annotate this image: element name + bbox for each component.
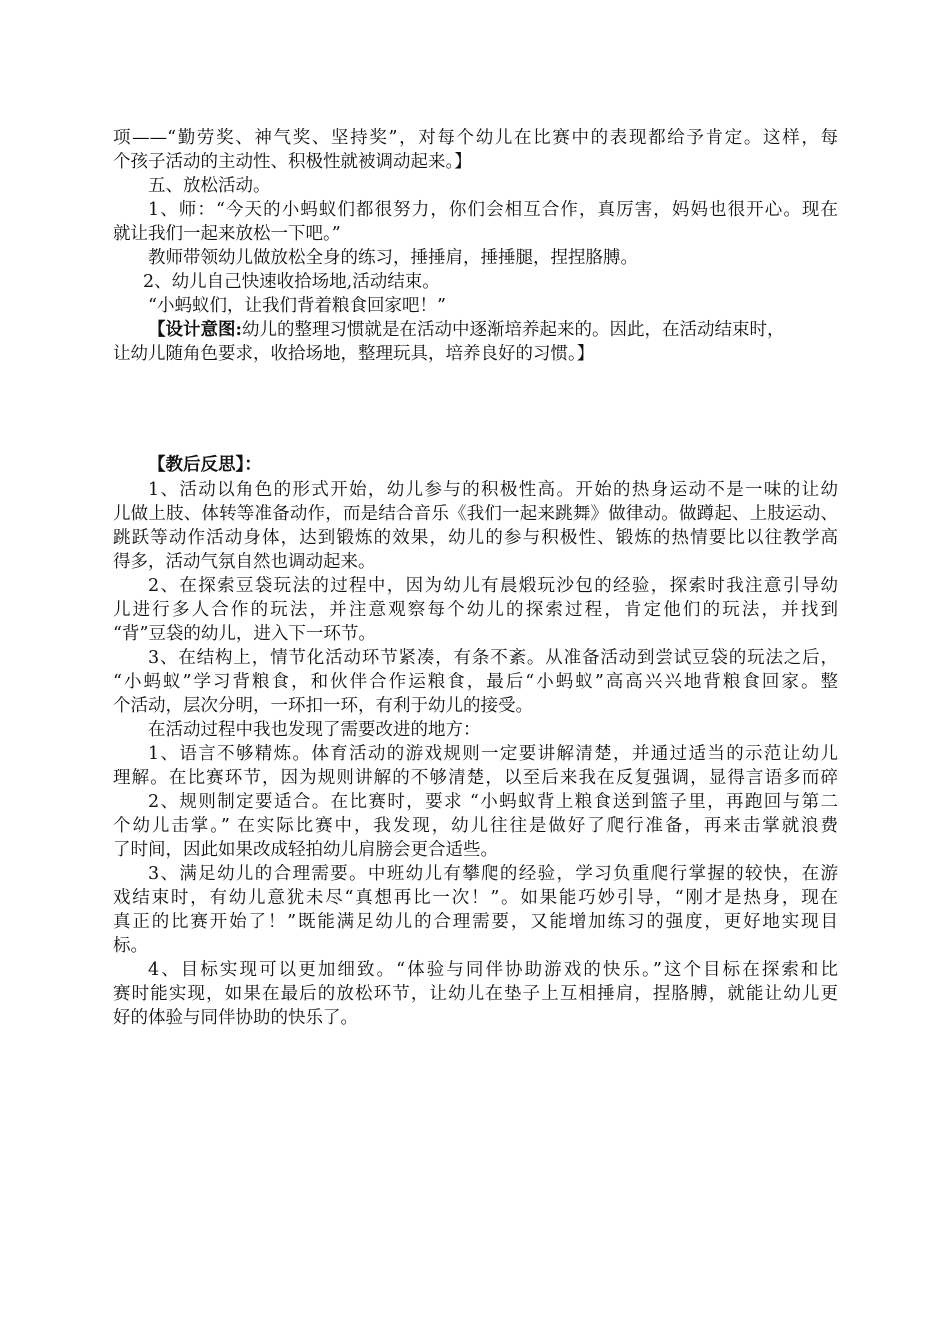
text-line: 个幼儿击掌。” 在实际比赛中，我发现，幼儿往往是做好了爬行准备，再来击掌就浪费: [113, 816, 838, 836]
text-line: 个活动，层次分明，一环扣一环，有利于幼儿的接受。: [113, 696, 533, 716]
text-line: 1、活动以角色的形式开始，幼儿参与的积极性高。开始的热身运动不是一味的让幼: [148, 480, 838, 500]
text-line: 3、在结构上，情节化活动环节紧凑，有条不紊。从准备活动到尝试豆袋的玩法之后，: [148, 648, 838, 668]
text-line: 1、语言不够精炼。体育活动的游戏规则一定要讲解清楚，并通过适当的示范让幼儿: [148, 744, 838, 764]
text-line: 戏结束时，有幼儿意犹未尽“真想再比一次！”。如果能巧妙引导，“刚才是热身，现在: [113, 888, 838, 908]
text-line: 教师带领幼儿做放松全身的练习，捶捶肩，捶捶腿，捏捏胳膊。: [148, 248, 638, 268]
text-line: 标。: [113, 936, 148, 956]
text-line: 就让我们一起来放松一下吧。”: [113, 224, 341, 244]
text-line: 真正的比赛开始了！”既能满足幼儿的合理需要，又能增加练习的强度，更好地实现目: [113, 912, 838, 932]
text-line: 儿进行多人合作的玩法，并注意观察每个幼儿的探索过程，肯定他们的玩法，并找到: [113, 600, 838, 620]
section-reflection: [113, 478, 838, 1030]
section-relaxation: [113, 126, 838, 366]
section-heading: 五、放松活动。: [148, 176, 271, 196]
text-line: 了时间，因此如果改成轻拍幼儿肩膀会更合适些。: [113, 840, 498, 860]
design-intent-line: [113, 318, 838, 342]
text-line: “小蚂蚁”学习背粮食，和伙伴合作运粮食，最后“小蚂蚁”高高兴兴地背粮食回家。整: [113, 672, 838, 692]
text-line: 项——“勤劳奖、神气奖、坚持奖”，对每个幼儿在比赛中的表现都给予肯定。这样，每: [113, 128, 838, 148]
text-line: “小蚂蚁们，让我们背着粮食回家吧！”: [148, 296, 446, 316]
text-line: 2、规则制定要适合。在比赛时，要求 “小蚂蚁背上粮食送到篮子里，再跑回与第二: [148, 792, 838, 812]
text-line: 理解。在比赛环节，因为规则讲解的不够清楚，以至后来我在反复强调，显得言语多而碎: [113, 768, 838, 788]
reflection-title: 【教后反思】：: [148, 455, 262, 475]
text-line: 儿做上肢、体转等准备动作，而是结合音乐《我们一起来跳舞》做律动。做蹲起、上肢运动、: [113, 504, 838, 524]
text-line: 4、目标实现可以更加细致。“体验与同伴协助游戏的快乐。”这个目标在探索和比: [148, 960, 838, 980]
text-line: 好的体验与同伴协助的快乐了。: [113, 1008, 358, 1028]
text-line: 个孩子活动的主动性、积极性就被调动起来。】: [113, 152, 472, 172]
text-line: 让幼儿随角色要求，收拾场地，整理玩具，培养良好的习惯。】: [113, 344, 595, 364]
text-line: 1、师：“今天的小蚂蚁们都很努力，你们会相互合作，真厉害，妈妈也很开心。现在: [148, 200, 838, 220]
text-line: 2、在探索豆袋玩法的过程中，因为幼儿有晨煅玩沙包的经验，探索时我注意引导幼: [148, 576, 838, 596]
text-line: 赛时能实现，如果在最后的放松环节，让幼儿在垫子上互相捶肩，捏胳膊，就能让幼儿更: [113, 984, 838, 1004]
text-line: “背”豆袋的幼儿，进入下一环节。: [113, 624, 376, 644]
text-line: 3、满足幼儿的合理需要。中班幼儿有攀爬的经验，学习负重爬行掌握的较快，在游: [148, 864, 838, 884]
text-line: 跳跃等动作活动身体，达到锻炼的效果，幼儿的参与积极性、锻炼的热情要比以往教学高: [113, 528, 838, 548]
design-intent-text: 幼儿的整理习惯就是在活动中逐渐培养起来的。因此，在活动结束时，: [241, 320, 785, 340]
text-line: 得多，活动气氛自然也调动起来。: [113, 552, 376, 572]
text-line: 2、幼儿自己快速收拾场地,活动结束。: [143, 272, 440, 292]
text-line: 在活动过程中我也发现了需要改进的地方：: [148, 720, 481, 740]
design-intent-label: 【设计意图:: [148, 320, 242, 340]
